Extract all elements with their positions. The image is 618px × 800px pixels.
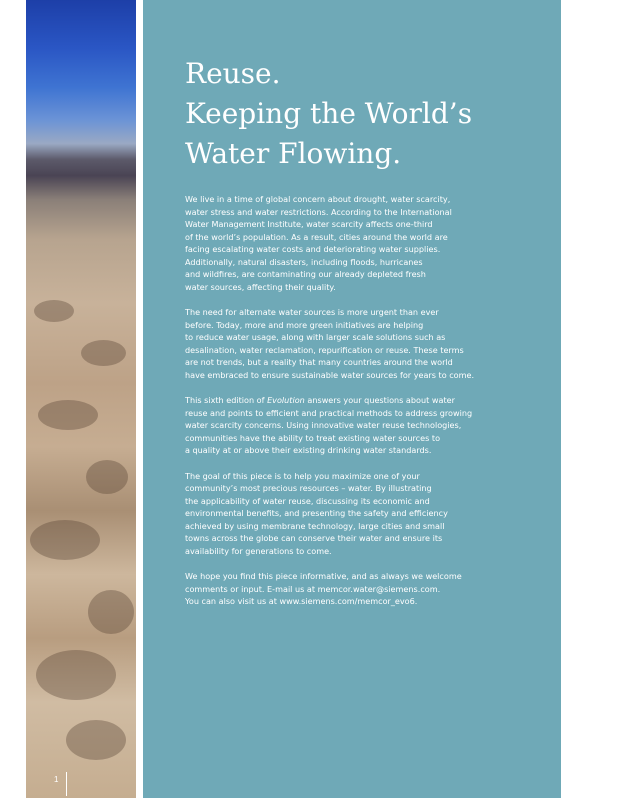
text-line bbox=[185, 394, 525, 407]
text-line: to reduce water usage, along with larger scale solutions such as bbox=[185, 332, 446, 342]
text-line: have embraced to ensure sustainable water sources for years to come. bbox=[185, 369, 475, 380]
text-line: water stress and water restrictions. According to the International bbox=[185, 206, 452, 217]
text-line: The goal of this piece is to help you maximize one of your bbox=[185, 470, 420, 481]
text-line: water scarcity concerns. Using innovative water reuse technologies, bbox=[185, 420, 462, 430]
page-headline bbox=[185, 54, 545, 174]
text-line: of the world’s population. As a result, cities around the world are bbox=[185, 231, 448, 242]
text-line: comments or input. E-mail us at memcor.water@siemens.com. bbox=[185, 583, 441, 594]
page-number-rule bbox=[66, 772, 67, 796]
paragraph-1 bbox=[185, 193, 525, 293]
text-segment: answers your questions about water bbox=[304, 395, 455, 405]
text-line: communities have the ability to treat existing water sources to bbox=[185, 432, 441, 443]
text-line: reuse and points to efficient and practical methods to address growing bbox=[185, 407, 473, 418]
text-line: Additionally, natural disasters, including floods, hurricanes bbox=[185, 256, 423, 267]
paragraph-2 bbox=[185, 306, 525, 381]
text-line: You can also visit us at www.siemens.com/memcor_evo6. bbox=[185, 596, 418, 606]
paragraph-5 bbox=[185, 570, 525, 608]
body-text bbox=[185, 193, 525, 621]
text-line: before. Today, more and more green initiatives are helping bbox=[185, 319, 424, 330]
headline-line-2: Keeping the World’s bbox=[185, 97, 473, 130]
headline-line-1: Reuse. bbox=[185, 57, 281, 90]
text-line: community’s most precious resources – water. By illustrating bbox=[185, 483, 432, 493]
text-line: and wildfires, are contaminating our already depleted fresh bbox=[185, 269, 426, 279]
text-line: Water Management Institute, water scarcity affects one-third bbox=[185, 219, 433, 229]
text-line: We hope you find this piece informative, and as always we welcome bbox=[185, 571, 462, 581]
text-line: are not trends, but a reality that many countries around the world bbox=[185, 357, 453, 367]
text-segment: This sixth edition of bbox=[185, 395, 268, 405]
text-line: The need for alternate water sources is more urgent than ever bbox=[185, 307, 439, 317]
text-line: We live in a time of global concern about drought, water scarcity, bbox=[185, 194, 451, 204]
text-line: a quality at or above their existing drinking water standards. bbox=[185, 445, 432, 455]
text-line: availability for generations to come. bbox=[185, 545, 332, 556]
text-line: achieved by using membrane technology, large cities and small bbox=[185, 520, 445, 531]
paragraph-4 bbox=[185, 470, 525, 558]
text-line: environmental benefits, and presenting the safety and efficiency bbox=[185, 508, 448, 518]
headline-line-3: Water Flowing. bbox=[185, 137, 402, 170]
text-line: water sources, affecting their quality. bbox=[185, 281, 336, 292]
page-number: 1 bbox=[54, 775, 59, 784]
text-line: desalination, water reclamation, repurification or reuse. These terms bbox=[185, 344, 464, 355]
paragraph-3 bbox=[185, 394, 525, 457]
cracked-earth-photo bbox=[26, 0, 136, 798]
text-line: towns across the globe can conserve their water and ensure its bbox=[185, 533, 443, 543]
publication-title: Evolution bbox=[267, 395, 305, 405]
text-line: the applicability of water reuse, discussing its economic and bbox=[185, 495, 430, 506]
text-line: facing escalating water costs and deteriorating water supplies. bbox=[185, 244, 441, 254]
